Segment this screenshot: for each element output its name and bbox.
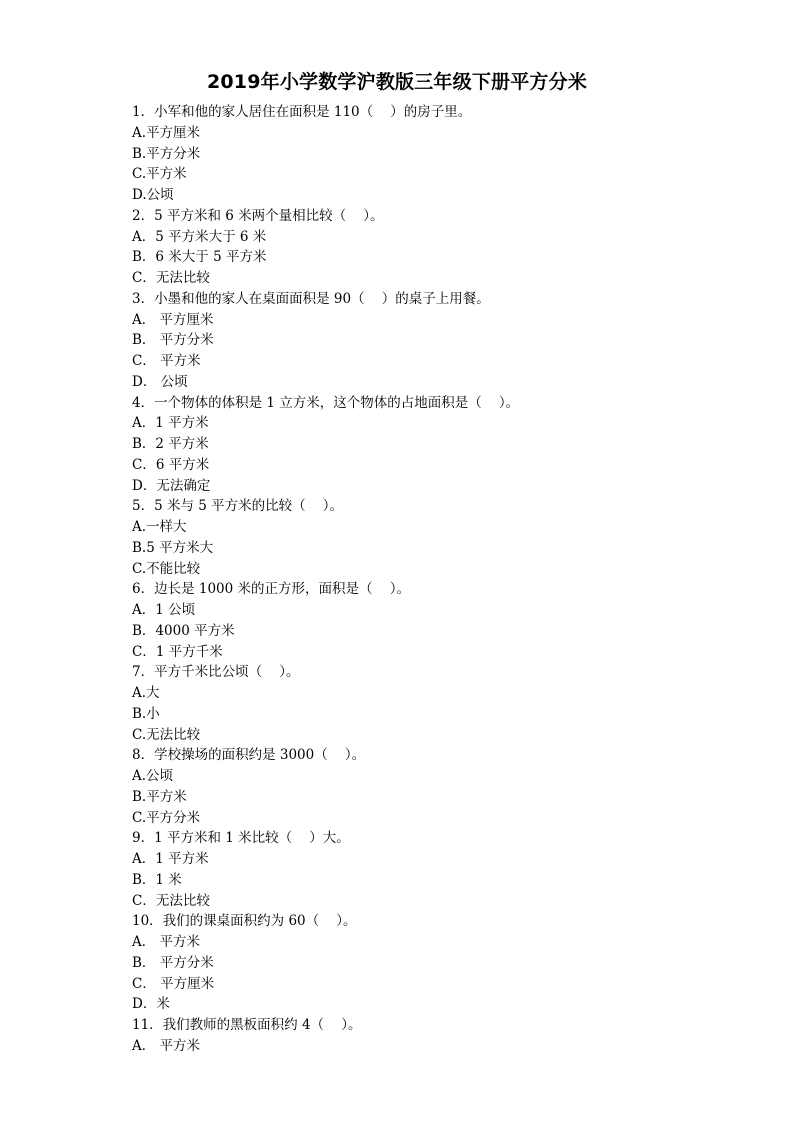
document-title: 2019年小学数学沪教版三年级下册平方分米 [206, 71, 588, 93]
question-stem: 2．5 平方米和 6 米两个量相比较（ ）。 [132, 207, 384, 224]
answer-option: A． 平方厘米 [132, 311, 214, 328]
answer-option: B．4000 平方米 [132, 622, 235, 639]
question-list [132, 102, 752, 1057]
answer-option: C.不能比较 [132, 560, 201, 577]
question-stem: 8．学校操场的面积约是 3000（ ）。 [132, 747, 366, 764]
answer-option: D． 公顷 [132, 373, 188, 390]
answer-option: C． 平方米 [132, 353, 201, 369]
answer-option: B．6 米大于 5 平方米 [132, 249, 267, 266]
answer-option: C． 平方厘米 [132, 975, 215, 992]
answer-option: C．1 平方千米 [132, 643, 223, 660]
answer-option: A． 平方米 [132, 1037, 201, 1054]
answer-option: B.平方米 [132, 788, 187, 805]
answer-option: A.平方厘米 [132, 124, 201, 141]
answer-option: B.5 平方米大 [132, 539, 214, 556]
answer-option: D.公顷 [132, 187, 174, 203]
answer-option: C.平方米 [132, 166, 187, 183]
answer-option: B．2 平方米 [132, 436, 209, 452]
answer-option: A.公顷 [132, 768, 174, 784]
answer-option: A．1 平方米 [132, 415, 209, 432]
question-stem: 4．一个物体的体积是 1 立方米，这个物体的占地面积是（ ）。 [132, 394, 520, 411]
answer-option: C.无法比较 [132, 726, 201, 743]
question-stem: 7．平方千米比公顷（ ）。 [132, 664, 300, 681]
question-stem: 6．边长是 1000 米的正方形，面积是（ ）。 [132, 581, 410, 598]
answer-option: A．1 公顷 [132, 602, 196, 618]
answer-option: A．1 平方米 [132, 851, 209, 867]
answer-option: B． 平方分米 [132, 954, 214, 971]
question-stem: 10．我们的课桌面积约为 60（ ）。 [132, 913, 357, 930]
answer-option: B．1 米 [132, 871, 182, 888]
answer-option: B． 平方分米 [132, 332, 214, 349]
answer-option: A.大 [132, 685, 160, 701]
answer-option: D．米 [132, 996, 170, 1013]
answer-option: B.小 [132, 705, 160, 722]
answer-option: C.平方分米 [132, 809, 201, 826]
answer-option: C．6 平方米 [132, 456, 210, 473]
question-stem: 5．5 米与 5 平方米的比较（ ）。 [132, 498, 344, 515]
answer-option: C．无法比较 [132, 270, 210, 286]
question-stem: 9．1 平方米和 1 米比较（ ）大。 [132, 830, 350, 847]
question-stem: 11．我们教师的黑板面积约 4（ ）。 [132, 1017, 362, 1033]
answer-option: A.一样大 [132, 519, 187, 535]
question-stem: 1．小军和他的家人居住在面积是 110（ ）的房子里。 [132, 104, 472, 120]
question-stem: 3．小墨和他的家人在桌面面积是 90（ ）的桌子上用餐。 [132, 290, 490, 307]
answer-option: D．无法确定 [132, 477, 211, 494]
answer-option: C．无法比较 [132, 892, 210, 909]
answer-option: A．5 平方米大于 6 米 [132, 228, 267, 245]
answer-option: A． 平方米 [132, 934, 201, 950]
answer-option: B.平方分米 [132, 145, 201, 162]
